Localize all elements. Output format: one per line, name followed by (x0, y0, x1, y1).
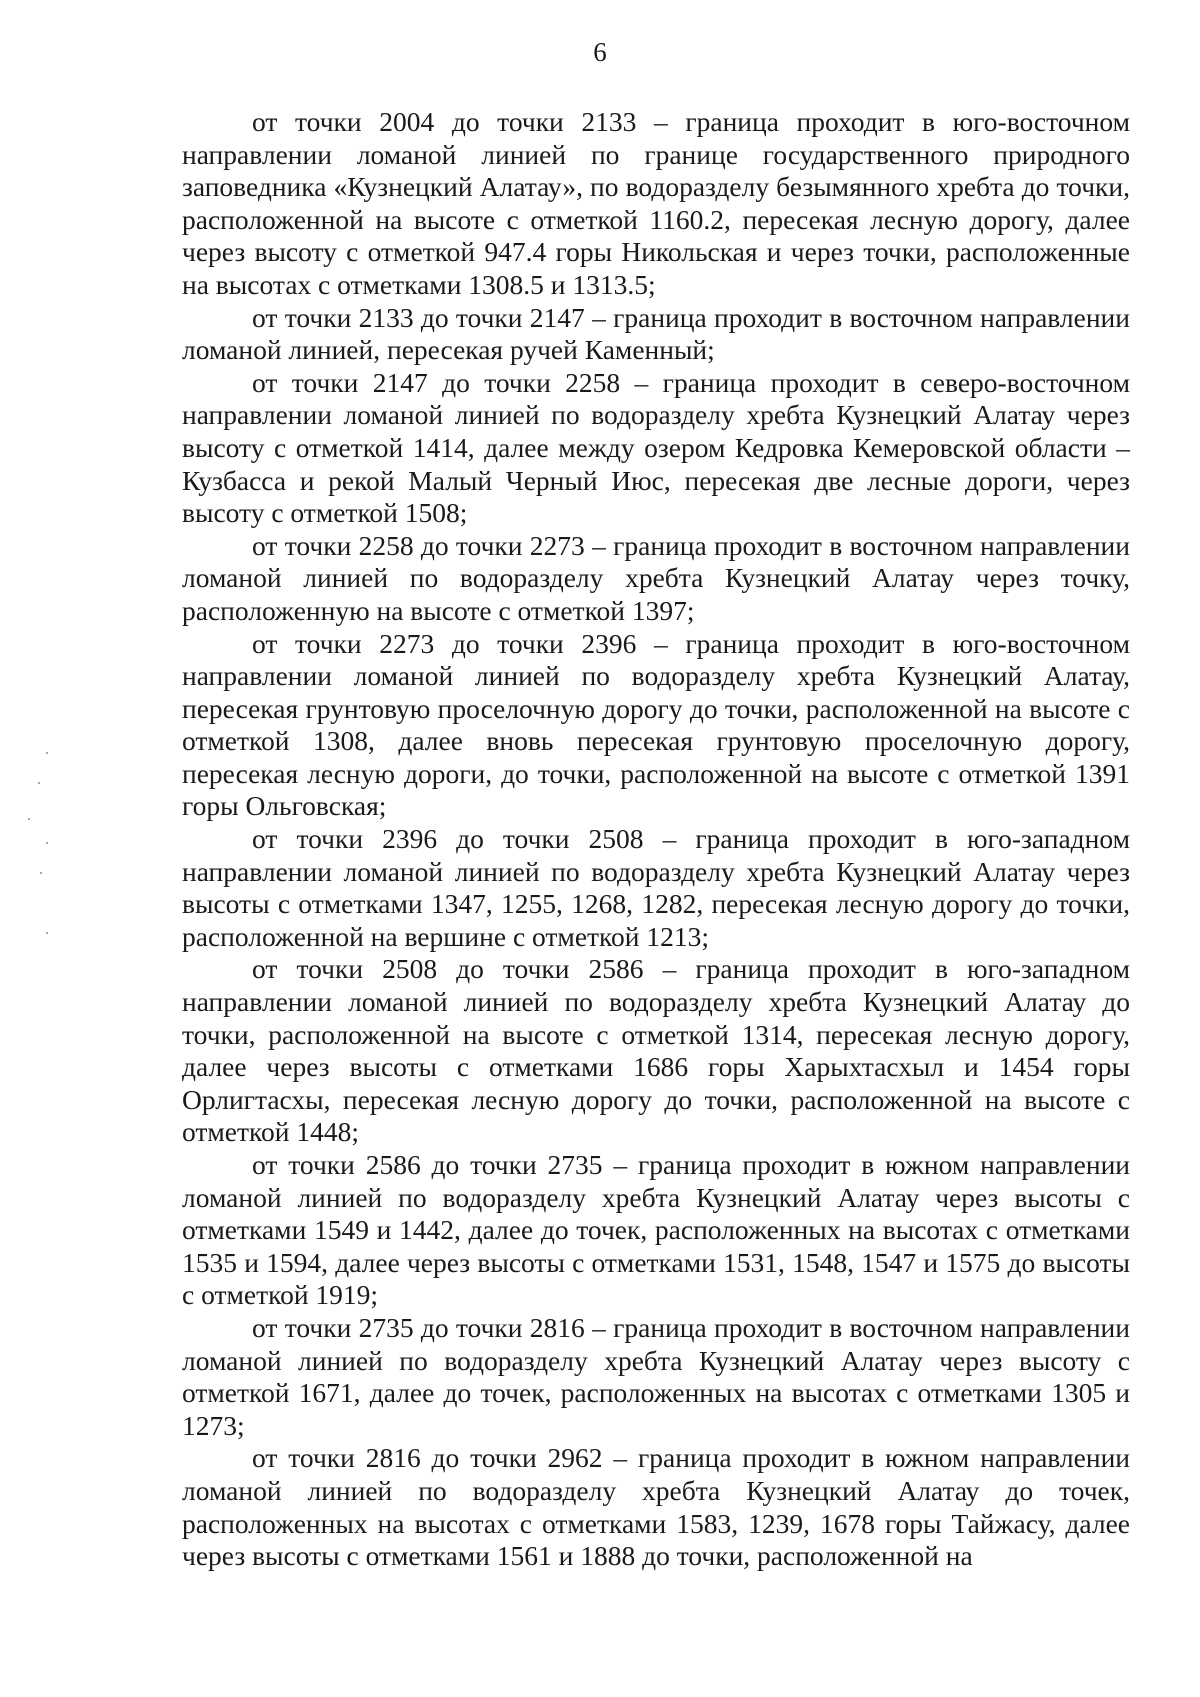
document-body (182, 106, 1130, 1573)
boundary-paragraph: от точки 2508 до точки 2586 – граница проходит в юго-западном направлении ломаной линией по водоразделу хребта Кузнецкий Алатау до точки, расположенной на высоте с отметкой 1314, пересекая лесную дорогу, далее через высоты с отметками 1686 горы Харыхтасхыл и 1454 горы Орлигтасхы, пересекая лесную дорогу до точки, расположенной на высоте с отметкой 1448; (182, 953, 1130, 1148)
boundary-paragraph: от точки 2586 до точки 2735 – граница проходит в южном направлении ломаной линией по водоразделу хребта Кузнецкий Алатау через высоты с отметками 1549 и 1442, далее до точек, расположенных на высотах с отметками 1535 и 1594, далее через высоты с отметками 1531, 1548, 1547 и 1575 до высоты с отметкой 1919; (182, 1149, 1130, 1311)
boundary-paragraph: от точки 2735 до точки 2816 – граница проходит в восточном направлении ломаной линией по водоразделу хребта Кузнецкий Алатау через высоту с отметкой 1671, далее до точек, расположенных на высотах с отметками 1305 и 1273; (182, 1311, 1130, 1441)
boundary-paragraph: от точки 2004 до точки 2133 – граница проходит в юго-восточном направлении ломаной линией по границе государственного природного заповедника «Кузнецкий Алатау», по водоразделу безымянного хребта до точки, расположенной на высоте с отметкой 1160.2, пересекая лесную дорогу, далее через высоту с отметкой 947.4 горы Никольская и через точки, расположенные на высотах с отметками 1308.5 и 1313.5; (182, 106, 1130, 300)
scan-speck (46, 932, 48, 934)
boundary-paragraph: от точки 2258 до точки 2273 – граница проходит в восточном направлении ломаной линией по водоразделу хребта Кузнецкий Алатау через точку, расположенную на высоте с отметкой 1397; (182, 529, 1130, 626)
boundary-paragraph: от точки 2133 до точки 2147 – граница проходит в восточном направлении ломаной линией, пересекая ручей Каменный; (182, 301, 1130, 366)
scan-speck (46, 842, 48, 844)
scan-speck (38, 782, 40, 784)
boundary-paragraph: от точки 2396 до точки 2508 – граница проходит в юго-западном направлении ломаной линией по водоразделу хребта Кузнецкий Алатау через высоты с отметками 1347, 1255, 1268, 1282, пересекая лесную дорогу до точки, расположенной на вершине с отметкой 1213; (182, 823, 1130, 952)
scan-speck (28, 818, 30, 820)
scan-speck (40, 872, 42, 874)
boundary-paragraph: от точки 2816 до точки 2962 – граница проходит в южном направлении ломаной линией по водоразделу хребта Кузнецкий Алатау до точек, расположенных на высотах с отметками 1583, 1239, 1678 горы Тайжасу, далее через высоты с отметками 1561 и 1888 до точки, расположенной на (182, 1442, 1130, 1572)
boundary-paragraph: от точки 2147 до точки 2258 – граница проходит в северо-восточном направлении ломаной линией по водоразделу хребта Кузнецкий Алатау через высоту с отметкой 1414, далее между озером Кедровка Кемеровской области – Кузбасса и рекой Малый Черный Июс, пересекая две лесные дороги, через высоту с отметкой 1508; (182, 366, 1130, 529)
scan-speck (46, 752, 48, 754)
boundary-paragraph: от точки 2273 до точки 2396 – граница проходит в юго-восточном направлении ломаной линией по водоразделу хребта Кузнецкий Алатау, пересекая грунтовую проселочную дорогу до точки, расположенной на высоте с отметкой 1308, далее вновь пересекая грунтовую проселочную дорогу, пересекая лесную дороги, до точки, расположенной на высоте с отметкой 1391 горы Ольговская; (182, 627, 1130, 822)
page-number: 6 (593, 37, 607, 67)
